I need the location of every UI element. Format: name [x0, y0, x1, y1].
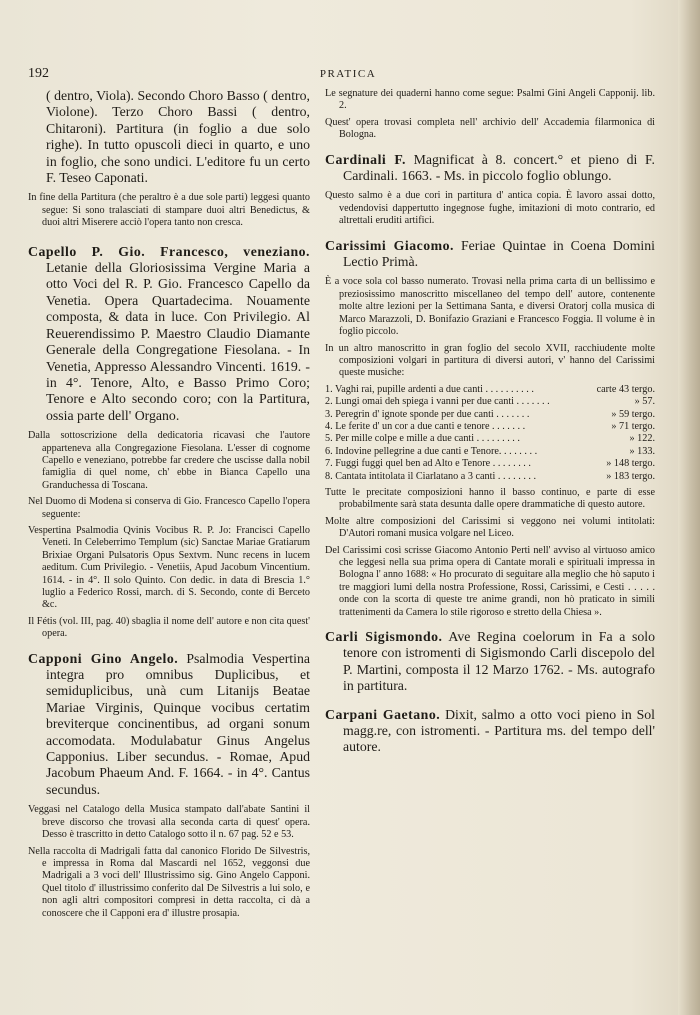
list-item	[325, 421, 655, 433]
list-item	[325, 409, 655, 421]
entry-capponi	[28, 651, 310, 799]
note-capponi-1: Veggasi nel Catalogo della Musica stampato dall'abate Santini il breve discorso che trovasi alla seconda carta di quest' opera. Desso è trascritto in detto Catalogo sotto il n. 67 pag. 52 e 53.	[28, 804, 310, 841]
list-item-title: 2. Lungi omai deh spiega i vanni per due canti . . . . . . .	[325, 396, 550, 408]
list-item-title: 3. Peregrin d' ignote sponde per due canti . . . . . . .	[325, 408, 530, 420]
list-item	[325, 384, 655, 396]
list-item	[325, 433, 655, 445]
note-carissimi-1: È a voce sola col basso numerato. Trovasi nella prima carta di un bellissimo e preziosissimo manoscritto miscellaneo del tempo dell' autore, contenente molte altre lezioni per la Settimana Santa, e diversi Oratorj colla musica di Marco Marazzoli, D. Bonifazio Graziani e Francesco Foggia. Il volume è in foglio piccolo.	[325, 276, 655, 338]
entry-body: Dixit, salmo a otto voci pieno in Sol magg.re, con istromenti. - Partitura ms. del tempo dell' autore.	[343, 706, 655, 755]
list-item-ref: » 59 tergo.	[611, 408, 655, 420]
page-number: 192	[28, 66, 49, 81]
note-capello-4: Il Fétis (vol. III, pag. 40) sbaglia il nome dell' autore e non cita quest' opera.	[28, 615, 310, 640]
entry-heading: Carpani Gaetano.	[325, 706, 441, 722]
carissimi-list	[325, 384, 655, 483]
entry-heading: Capello P. Gio. Francesco, veneziano.	[28, 243, 310, 259]
list-item-ref: » 148 tergo.	[606, 458, 655, 470]
note-carissimi-2: In un altro manoscritto in gran foglio del secolo XVII, racchiudente molte composizioni volgari in partitura di diversi autori, v' hanno del Carissimi queste musiche:	[325, 342, 655, 379]
note-carissimi-3: Tutte le precitate composizioni hanno il basso continuo, e parte di esse probabilmente sarà stata desunta dalle opere drammatiche di questo autore.	[325, 486, 655, 511]
list-item-ref: » 183 tergo.	[606, 470, 655, 482]
entry-body: Letanie della Gloriosissima Vergine Maria a otto Voci del R. P. Gio. Francesco Capello da Venetia. Opera Quartadecima. Nouamente composta, & data in luce. Con Privilegio. Al Reuerendissimo P. Maestro Claudio Diamante Generale della Congregatione Fiesolana. - In Venetia, Appresso Alessandro Vincenti. 1619. - in 4°. Tenore, Alto, e Basso Primo Coro; Tenore e Alto secondo coro; con la Partitura, ossia parte dell' Organo.	[46, 260, 310, 423]
entry-continuation: ( dentro, Viola). Secondo Choro Basso ( dentro, Violone). Terzo Choro Bassi ( dentro, Chitaroni). Partitura (in foglio a due solo righe). In tutto opuscoli dieci in quarto, e uno in foglio, che sono undici. L'editore fu un certo F. Teseo Caponati.	[46, 88, 310, 186]
list-item	[325, 446, 655, 458]
list-item-title: 8. Cantata intitolata il Ciarlatano a 3 canti . . . . . . . .	[325, 470, 537, 482]
right-column	[325, 88, 655, 995]
note-capello-3: Vespertina Psalmodia Qvinis Vocibus R. P. Jo: Francisci Capello Veneti. In Celeberrimo Templum (sic) Sanctae Mariae Gratiarum Brixiae Organi Pulsatoris Opus Sextvm. Nunc recens in lucem aeditum. Cum Privilegio. - Venetiis, Apud Jacobum Vincentium. 1614. - in 4°. Il solo Quinto. Con dedic. in data di Brescia 1.° luglio a Federico Rossi, march. di S. Secondo, conte di Berceto &c.	[28, 524, 310, 611]
entry-heading: Carli Sigismondo.	[325, 629, 443, 645]
entry-heading: Capponi Gino Angelo.	[28, 650, 179, 666]
note-archivio: Quest' opera trovasi completa nell' archivio dell' Accademia filarmonica di Bologna.	[325, 116, 655, 141]
entry-capello	[28, 244, 310, 424]
list-item-title: 6. Indovine pellegrine a due canti e Tenore. . . . . . . .	[325, 445, 538, 457]
note-cardinali: Questo salmo è a due cori in partitura d' antica copia. È lavoro assai dotto, vedendovisi dappertutto ingegnose fughe, imitazioni di moto contrario, ed altrettali eruditi artifici.	[325, 190, 655, 227]
list-item	[325, 471, 655, 483]
list-item-ref: » 71 tergo.	[611, 420, 655, 432]
entry-body: Ave Regina coelorum in Fa a solo tenore con istromenti di Sigismondo Carli discepolo del P. Martini, composta il 12 Marzo 1762. - Ms. autografo in partitura.	[343, 629, 655, 694]
entry-body: Feriae Quintae in Coena Domini Lectio Primà.	[343, 237, 655, 270]
list-item-title: 7. Fuggi fuggi quel ben ad Alto e Tenore . . . . . . . .	[325, 458, 531, 470]
page-header	[28, 64, 668, 84]
list-item-title: 5. Per mille colpe e mille a due canti . . . . . . . . .	[325, 433, 520, 445]
note-carissimi-4: Molte altre composizioni del Carissimi si veggono nei volumi intitolati: D'Autori romani musica volgare nel Liceo.	[325, 515, 655, 540]
note-capello-2: Nel Duomo di Modena si conserva di Gio. Francesco Capello l'opera seguente:	[28, 496, 310, 520]
entry-heading: Cardinali F.	[325, 151, 406, 167]
list-item-ref: » 57.	[634, 396, 655, 408]
list-item-title: 4. Le ferite d' un cor a due canti e tenore . . . . . . .	[325, 420, 526, 432]
note-capponi-2: Nella raccolta di Madrigali fatta dal canonico Florido De Silvestris, e impressa in Roma dal Mascardi nel 1652, veggonsi due Madrigali a 3 voci dell' Illustrissimo sig. Gino Angelo Capponi. Quel titolo d' illustrissimo conferito dal De Silvestris a lui solo, e non agli altri compositori compresi in detta raccolta, ci dà a conoscere che il Capponi era d' illustre prosapia.	[28, 845, 310, 919]
list-item-title: 1. Vaghi rai, pupille ardenti a due canti . . . . . . . . . .	[325, 383, 534, 395]
list-item-ref: carte 43 tergo.	[596, 383, 655, 395]
entry-heading: Carissimi Giacomo.	[325, 237, 454, 253]
entry-body: Magnificat à 8. concert.° et pieno di F. Cardinali. 1663. - Ms. in piccolo foglio oblungo.	[343, 151, 655, 184]
page-gutter	[678, 0, 700, 1015]
entry-cardinali	[325, 152, 655, 185]
note-partitura: In fine della Partitura (che peraltro è a due sole parti) leggesi quanto segue: Si sono tralasciati di stampare duoi altri Benedictus, & duoi altri Miserere acciò l'opera tanto non cresca.	[28, 192, 310, 229]
entry-carli	[325, 629, 655, 695]
note-carissimi-5: Del Carissimi così scrisse Giacomo Antonio Perti nell' avviso al virtuoso amico che leggesi nella sua prima opera di Cantate morali e spirituali impressa in Bologna l' anno 1688: « Ho procurato di seguitare alla meglio che hò saputo i tre maggiori lumi della nostra Professione, Rossi, Carissimi, e Cesti . . . . . onde con la scorta di queste tre anime grandi, non hò praticato in simili trattenimenti da Camera lo stile rigoroso e stretto della Chiesa ».	[325, 544, 655, 618]
list-item-ref: » 122.	[629, 433, 655, 445]
entry-carpani	[325, 707, 655, 756]
running-head: PRATICA	[319, 68, 377, 80]
note-segnature: Le segnature dei quaderni hanno come segue: Psalmi Gini Angeli Capponij. lib. 2.	[325, 88, 655, 112]
note-capello-1: Dalla sottoscrizione della dedicatoria ricavasi che l'autore apparteneva alla Congregazione Fiesolana. L'esser di cognome Capello e veneziano, potrebbe far credere che uscisse dalla nobil famiglia di quel nome, ch' ebbe in Bianca Capello una Granduchessa di Toscana.	[28, 430, 310, 491]
left-column	[28, 88, 310, 995]
list-item	[325, 396, 655, 408]
list-item-ref: » 133.	[629, 445, 655, 457]
entry-carissimi	[325, 238, 655, 271]
list-item	[325, 458, 655, 470]
entry-body: Psalmodia Vespertina integra pro omnibus Duplicibus, et semiduplicibus, unà cum Litanijs Beatae Mariae Virginis, Quinque vocibus certatim breviterque concinentibus, ad organi sonum accomodata. Modulabatur Ginus Angelus Capponius. Liber secundus. - Romae, Apud Jacobum Phaeum And. F. 1664. - in 4°. Cantus secundus.	[46, 650, 310, 797]
